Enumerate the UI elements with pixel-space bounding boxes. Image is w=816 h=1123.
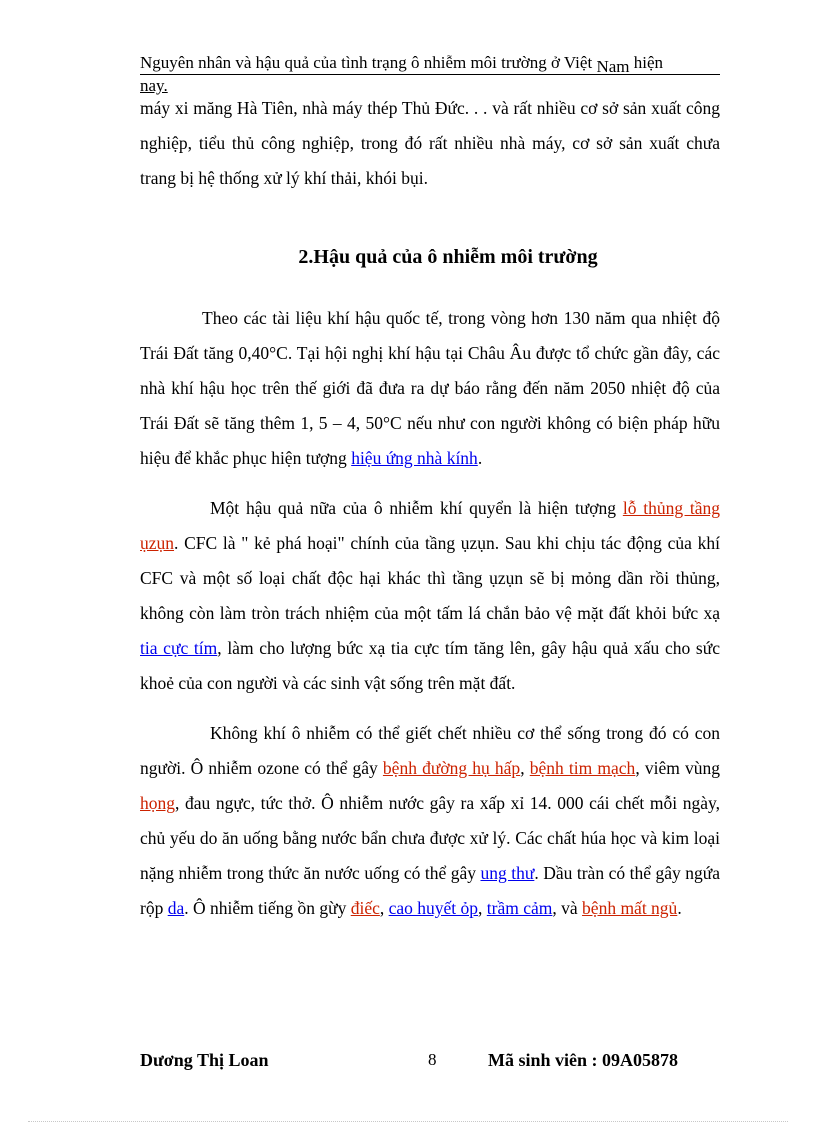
link-greenhouse-effect[interactable]: hiệu ứng nhà kính [351,448,478,468]
link-skin[interactable]: da [167,898,185,918]
link-cancer[interactable]: ung thư [480,863,535,883]
link-ozone-hole[interactable]: lỗ thủng tầng ụzụn [140,498,720,553]
p1-text-2: . [477,448,483,468]
p2-text-3: , làm cho lượng bức xạ tia cực tím tăng lên, gây hậu quả xấu cho sức khoẻ của con người và các sinh vật sống trên mặt đất. [140,638,720,693]
intro-block [140,91,720,196]
p3-text-8: , [478,898,487,918]
page-footer [0,1050,816,1074]
header-text-a: Nguyên nhân và hậu quả của tình trạng ô nhiễm môi trường ở Việt [140,53,597,72]
intro-paragraph: máy xi măng Hà Tiên, nhà máy thép Thủ Đức. . . và rất nhiều cơ sở sản xuất công nghiệp, tiểu thủ công nghiệp, trong đó rất nhiều nhà máy, cơ sở sản xuất chưa trang bị hệ thống xử lý khí thải, khói bụi. [140,98,720,188]
link-heart-disease[interactable]: bệnh tim mạch [529,758,636,778]
paragraph-health [140,716,720,926]
page-bottom-divider [28,1121,788,1122]
header-line-1 [140,52,720,75]
header-line-2: nay. [140,76,168,95]
link-deafness[interactable]: điếc [350,898,380,918]
p3-text-10: . [677,898,682,918]
link-insomnia[interactable]: bệnh mất ngủ [582,898,678,918]
paragraph-global-warming [140,301,720,476]
section-heading [0,246,816,269]
p3-text-1: Không khí ô nhiễm có thể giết chết nhiều cơ thể sống trong đó có con người. Ô nhiễm ozone có thể gây [140,723,720,778]
p1-text-1: Theo các tài liệu khí hậu quốc tế, trong vòng hơn 130 năm qua nhiệt độ Trái Đất tăng 0,40°C. Tại hội nghị khí hậu tại Châu Âu được tổ chức gần đây, các nhà khí hậu học trên thế giới đã đưa ra dự báo rằng đến năm 2050 nhiệt độ của Trái Đất sẽ tăng thêm 1, 5 – 4, 50°C nếu như con người không có biện pháp hữu hiệu để khắc phục hiện tượng [140,308,720,468]
paragraph-ozone [140,491,720,701]
link-depression[interactable]: trầm cảm [486,898,553,918]
paragraph-2 [140,491,720,701]
p2-text-1: Một hậu quả nữa của ô nhiễm khí quyển là hiện tượng [210,498,623,518]
header-text-sub: Nam [596,57,630,76]
p3-text-2: , [520,758,530,778]
paragraph-3 [140,716,720,926]
p3-text-4: , đau ngực, tức thở. Ô nhiễm nước gây ra xấp xỉ 14. 000 cái chết mỗi ngày, chủ yếu do ăn uống bằng nước bẩn chưa được xử lý. Các chất húa học và kim loại nặng nhiễm trong thức ăn nước uống có thể gây [140,793,720,883]
p3-text-6: . Ô nhiễm tiếng ồn gừy [184,898,351,918]
p3-text-5: . Dầu tràn có thể gây ngứa rộp [140,863,720,918]
footer-student-id: Mã sinh viên : 09A05878 [488,1050,679,1070]
paragraph-1 [140,301,720,476]
link-ultraviolet[interactable]: tia cực tím [140,638,218,658]
link-respiratory-disease[interactable]: bệnh đường hụ hấp [382,758,521,778]
link-high-blood-pressure[interactable]: cao huyết ỏp [388,898,479,918]
header-text-b: hiện [629,53,664,72]
section-heading-text: 2.Hậu quả của ô nhiễm môi trường [298,246,598,268]
p3-text-7: , [379,898,389,918]
p3-text-9: , và [552,898,583,918]
p3-text-3: , viêm vùng [635,758,720,778]
footer-page-number: 8 [428,1050,437,1069]
footer-author: Dương Thị Loan [140,1050,269,1070]
p2-text-2: . CFC là " kẻ phá hoại" chính của tầng ụzụn. Sau khi chịu tác động của khí CFC và một số loại chất độc hại khác thì tầng ụzụn sẽ bị mỏng dần rồi thủng, không còn làm tròn trách nhiệm của một tấm lá chắn bảo vệ mặt đất khỏi bức xạ [140,533,720,623]
link-throat[interactable]: họng [140,793,175,813]
